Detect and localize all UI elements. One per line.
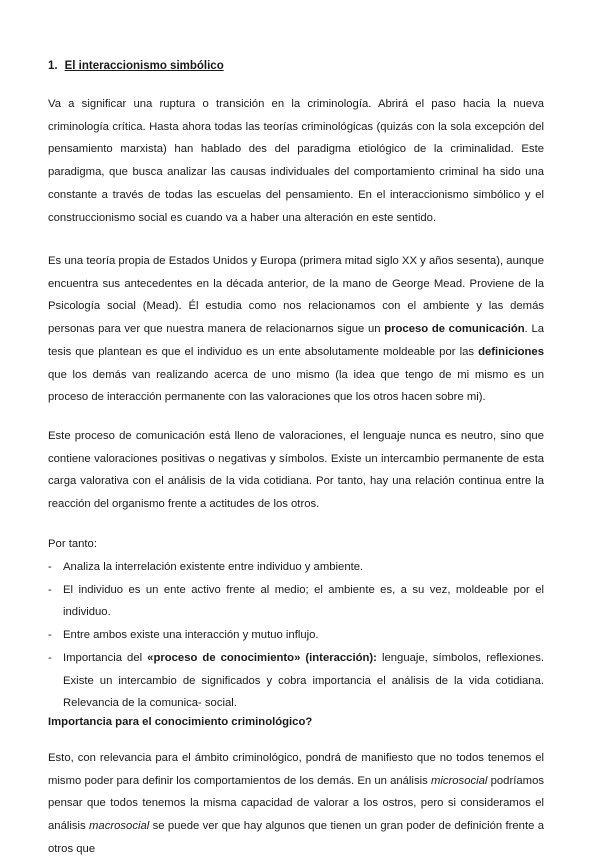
bold-term: definiciones [478,345,544,358]
list-item: - Analiza la interrelación existente entre individuo y ambiente. [48,561,364,573]
paragraph-communication: Este proceso de comunicación está lleno de valoraciones, el lenguaje nunca es neutro, sino que contiene valoraciones positivas o negativas y símbolos. Existe un intercambio permanente de esta carga valorativa con el análisis de la vida cotidiana. Por tanto, hay una relación continua entre la reacción del organismo frente a actitudes de los otros. [48,430,544,511]
por-tanto-label: Por tanto: [48,538,97,550]
list-item: - Entre ambos existe una interacción y mutuo influjo. [48,629,319,642]
bullet-list [48,556,544,715]
italic-term: microsocial [430,774,488,787]
bold-term: proceso de comunicación [384,323,525,336]
list-item: - El individuo es un ente activo frente al medio; el ambiente es, a su vez, moldeable por el individuo. [48,583,544,619]
section-title: El interaccionismo simbólico [64,60,224,72]
paragraph-theory: Es una teoría propia de Estados Unidos y Europa (primera mitad siglo XX y años sesenta), aunque encuentra sus antecedentes en la década anterior, de la mano de George Mead. Proviene de la Psicología social (Mead). Él estudia como nos relacionamos con el ambiente y las demás personas para ver que nuestra manera de relacionarnos sigue un proceso de comunicación. La tesis que plantean es que el individuo es un ente absolutamente moldeable por las definiciones que los demás van realizando acerca de uno mismo (la idea que tengo de mi mismo es un proceso de interacción permanente con las valoraciones que los otros hacen sobre mi). [48,255,545,404]
subheading: Importancia para el conocimiento criminológico? [48,716,313,728]
list-item: - Importancia del «proceso de conocimiento» (interacción): lenguaje, símbolos, reflexiones. Existe un intercambio de significados y cobra importancia el análisis de la vida cotidiana. Relevancia de la comunica- social. [48,651,544,710]
paragraph-intro: Va a significar una ruptura o transición en la criminología. Abrirá el paso hacia la nueva criminología crítica. Hasta ahora todas las teorías criminológicas (quizás con la sola excepción del pensamiento marxista) han hablado des del paradigma etiológico de la criminalidad. Este paradigma, que busca analizar las causas individuales del comportamiento criminal ha sido una constante a través de todas las escuelas del pensamiento. En el interaccionismo simbólico y el construccionismo social es cuando va a haber una alteración en este sentido. [48,98,544,224]
section-number: 1. [48,60,58,72]
bold-term: «proceso de conocimiento» (interacción): [147,651,377,664]
paragraph-relevance: Esto, con relevancia para el ámbito criminológico, pondrá de manifiesto que no todos tenemos el mismo poder para definir los comportamientos de los demás. En un análisis microsocial podríamos pensar que todos tenemos la misma capacidad de valorar a los ostros, pero si consideramos el análisis macrosocial se puede ver que hay algunos que tienen un gran poder de definición frente a otros que [48,752,544,855]
italic-term: macrosocial [89,820,150,833]
section-heading [48,60,224,72]
